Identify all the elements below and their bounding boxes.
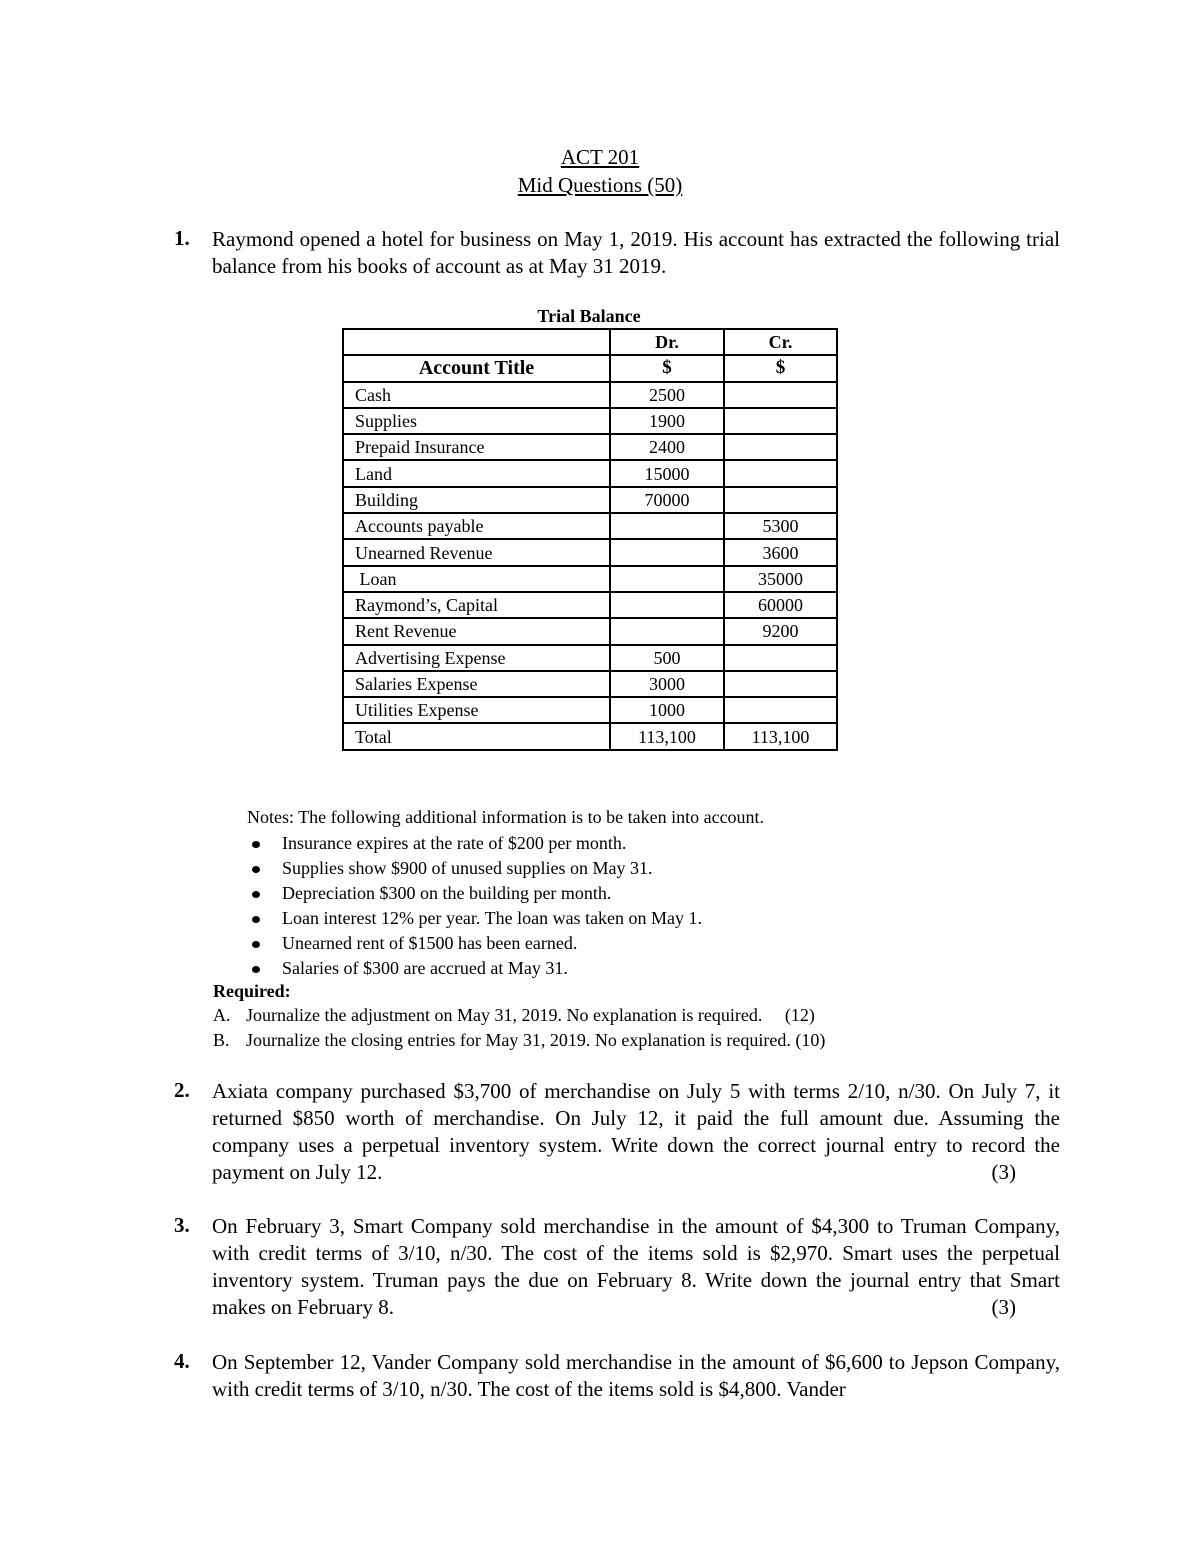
notes-list [247,831,764,981]
question-number: 1. [174,226,190,250]
debit-cell: 1900 [610,408,724,434]
required-list [213,1003,825,1053]
question-text: On September 12, Vander Company sold merchandise in the amount of $6,600 to Jepson Company, with credit terms of 3/10, n/30. The cost of the items sold is $4,800. Vander [212,1350,1060,1401]
list-item [247,831,764,856]
required-letter: B. [213,1030,230,1050]
table-row [343,723,837,749]
debit-cell: 3000 [610,671,724,697]
note-text: Supplies show $900 of unused supplies on May 31. [282,858,653,878]
credit-cell: 35000 [724,566,837,592]
exam-title: Mid Questions (50) [517,173,683,197]
header-cell-currency-cr: $ [724,355,837,381]
table-row [343,697,837,723]
list-item [247,906,764,931]
credit-cell: 5300 [724,513,837,539]
credit-cell [724,434,837,460]
table-header-row [343,329,837,355]
question-text: On February 3, Smart Company sold merchandise in the amount of $4,300 to Truman Company, with credit terms of 3/10, n/30. The cost of the items sold is $2,970. Smart uses the perpetual inventory system. Truman pays the due on February 8. Write down the journal entry that Smart makes on February 8. [212,1214,1060,1319]
required-text: Journalize the closing entries for May 31, 2019. No explanation is required. (10) [246,1030,826,1050]
header-cell-account-title: Account Title [343,355,610,381]
bullet-icon [252,916,260,923]
debit-cell: 15000 [610,460,724,486]
question-2 [174,1078,1060,1186]
note-text: Unearned rent of $1500 has been earned. [282,933,578,953]
credit-cell [724,645,837,671]
question-1 [174,226,1060,280]
table-row [343,460,837,486]
note-text: Salaries of $300 are accrued at May 31. [282,958,568,978]
credit-cell [724,460,837,486]
notes-intro: Notes: The following additional information is to be taken into account. [247,807,765,827]
table-header-row [343,355,837,381]
note-text: Depreciation $300 on the building per month. [282,883,612,903]
bullet-icon [252,941,260,948]
list-item [247,956,764,981]
table-row [343,408,837,434]
table-row [343,645,837,671]
list-item [247,881,764,906]
account-title-cell: Unearned Revenue [343,539,610,565]
bullet-icon [252,841,260,848]
account-title-cell: Land [343,460,610,486]
account-title-cell: Loan [343,566,610,592]
required-letter: A. [213,1005,231,1025]
account-title-cell: Utilities Expense [343,697,610,723]
credit-cell [724,382,837,408]
table-row [343,513,837,539]
question-marks: (3) [991,1295,1016,1319]
debit-cell: 500 [610,645,724,671]
question-text: Axiata company purchased $3,700 of merchandise on July 5 with terms 2/10, n/30. On July 7, it returned $850 worth of merchandise. On July 12, it paid the full amount due. Assuming the company uses a perpetual inventory system. Write down the correct journal entry to record the payment on July 12. [212,1079,1060,1184]
note-text: Loan interest 12% per year. The loan was taken on May 1. [282,908,703,928]
bullet-icon [252,966,260,973]
debit-cell [610,592,724,618]
table-row [343,539,837,565]
table-row [343,618,837,644]
question-body [212,1078,1060,1186]
table-row [343,487,837,513]
required-item [213,1028,825,1053]
header-cell-empty [343,329,610,355]
required-item [213,1003,825,1028]
account-title-cell: Supplies [343,408,610,434]
account-title-cell: Prepaid Insurance [343,434,610,460]
list-item [247,856,764,881]
account-title-cell: Raymond’s, Capital [343,592,610,618]
header-cell-currency-dr: $ [610,355,724,381]
list-item [247,931,764,956]
credit-cell [724,671,837,697]
table-caption: Trial Balance [537,306,641,326]
question-4 [174,1349,1060,1403]
question-body [212,1213,1060,1321]
question-text: Raymond opened a hotel for business on May 1, 2019. His account has extracted the following trial balance from his books of account as at May 31 2019. [212,227,1060,278]
account-title-cell: Salaries Expense [343,671,610,697]
debit-cell: 2400 [610,434,724,460]
debit-cell [610,618,724,644]
course-title: ACT 201 [560,145,640,169]
question-3 [174,1213,1060,1321]
account-title-cell: Building [343,487,610,513]
header-cell-dr: Dr. [610,329,724,355]
table-row [343,592,837,618]
account-title-cell: Accounts payable [343,513,610,539]
account-title-cell: Advertising Expense [343,645,610,671]
question-marks: (3) [991,1160,1016,1184]
account-title-cell: Cash [343,382,610,408]
credit-cell: 113,100 [724,723,837,749]
table-row [343,434,837,460]
credit-cell [724,487,837,513]
notes-section [247,806,764,981]
header-cell-cr: Cr. [724,329,837,355]
required-heading: Required: [213,981,291,1001]
note-text: Insurance expires at the rate of $200 per month. [282,833,627,853]
question-number: 3. [174,1213,190,1237]
debit-cell: 113,100 [610,723,724,749]
table-row [343,382,837,408]
account-title-cell: Rent Revenue [343,618,610,644]
question-number: 4. [174,1349,190,1373]
question-number: 2. [174,1078,190,1102]
debit-cell [610,539,724,565]
credit-cell [724,408,837,434]
trial-balance-table [342,328,838,751]
credit-cell: 60000 [724,592,837,618]
credit-cell: 3600 [724,539,837,565]
credit-cell: 9200 [724,618,837,644]
debit-cell: 2500 [610,382,724,408]
bullet-icon [252,891,260,898]
table-row [343,566,837,592]
required-section [213,979,825,1053]
debit-cell: 1000 [610,697,724,723]
bullet-icon [252,866,260,873]
debit-cell [610,566,724,592]
credit-cell [724,697,837,723]
required-text: Journalize the adjustment on May 31, 2019. No explanation is required. (12) [246,1005,815,1025]
table-row [343,671,837,697]
account-title-cell: Total [343,723,610,749]
debit-cell [610,513,724,539]
debit-cell: 70000 [610,487,724,513]
